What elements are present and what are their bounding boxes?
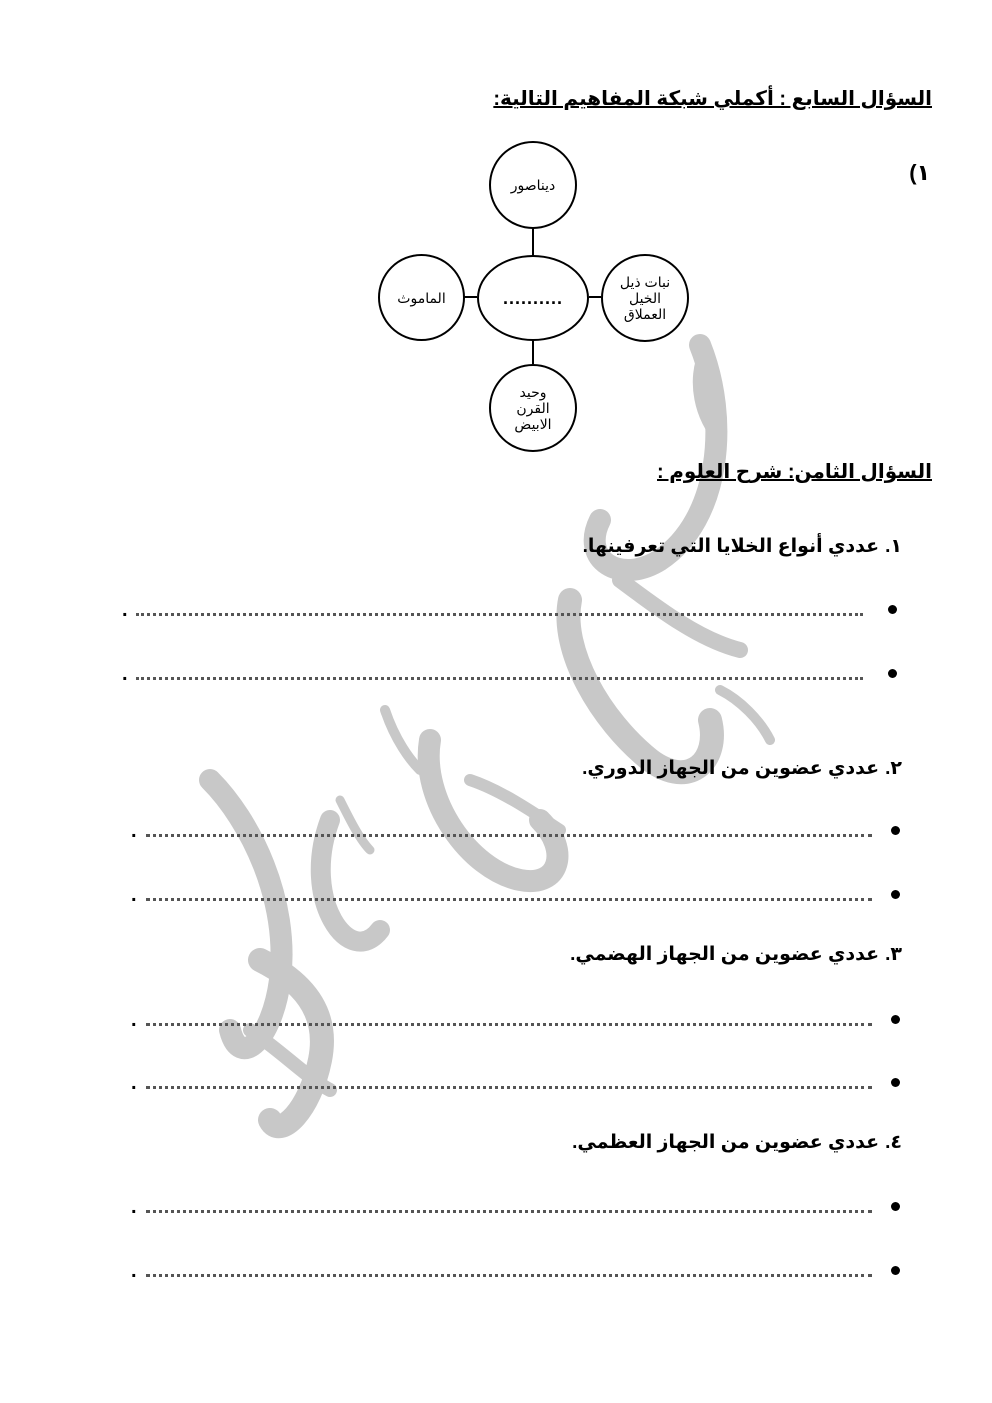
line-end-dot: .	[122, 663, 128, 685]
answer-line-1a[interactable]	[136, 613, 863, 616]
bullet-icon	[888, 669, 897, 678]
question-2-index: ٢.	[885, 758, 902, 779]
concept-map-left-node	[378, 254, 465, 341]
bullet-icon	[888, 605, 897, 614]
concept-map-bottom-node	[489, 364, 577, 452]
bottom-node-line-3: الابيض	[514, 416, 552, 432]
q8-question-4	[572, 1131, 902, 1154]
answer-line-4a[interactable]	[146, 1210, 872, 1213]
bullet-icon	[891, 1078, 900, 1087]
concept-map-right-node	[601, 254, 689, 342]
answer-line-3a[interactable]	[146, 1023, 872, 1026]
question-4-index: ٤.	[885, 1132, 902, 1153]
right-node-line-2: الخيل	[628, 290, 662, 306]
bullet-icon	[891, 890, 900, 899]
bullet-icon	[891, 1266, 900, 1275]
bullet-icon	[891, 1015, 900, 1024]
q7-item-number: ١)	[909, 160, 930, 185]
question-3-text: عددي عضوين من الجهاز الهضمي.	[570, 944, 880, 965]
line-end-dot: .	[131, 820, 137, 842]
question-2-text: عددي عضوين من الجهاز الدوري.	[582, 758, 880, 779]
bottom-node-line-2: القرن	[516, 400, 550, 416]
left-node-label: الماموث	[397, 289, 446, 306]
question-1-index: ١.	[885, 536, 902, 557]
q8-question-2	[582, 757, 902, 780]
center-node-label: ..........	[503, 288, 564, 308]
bottom-node-line-1: وحيد	[519, 384, 547, 400]
answer-line-4b[interactable]	[146, 1274, 872, 1277]
bullet-icon	[891, 826, 900, 835]
q8-question-3	[570, 943, 902, 966]
right-node-line-3: العملاق	[623, 306, 667, 322]
concept-map-top-node	[489, 141, 577, 229]
q7-heading: السؤال السابع : أكملي شبكة المفاهيم التالية:	[493, 88, 932, 110]
answer-line-1b[interactable]	[136, 677, 863, 680]
line-end-dot: .	[131, 1009, 137, 1031]
right-node-line-1: نبات ذيل	[619, 274, 671, 290]
question-3-index: ٣.	[885, 944, 902, 965]
answer-line-3b[interactable]	[146, 1086, 872, 1089]
line-end-dot: .	[131, 884, 137, 906]
question-1-text: عددي أنواع الخلايا التي تعرفينها.	[582, 536, 880, 557]
concept-map-center-node[interactable]	[477, 255, 589, 341]
line-end-dot: .	[131, 1260, 137, 1282]
answer-line-2a[interactable]	[146, 834, 872, 837]
q8-heading: السؤال الثامن: شرح العلوم :	[657, 461, 932, 483]
question-4-text: عددي عضوين من الجهاز العظمي.	[572, 1132, 880, 1153]
line-end-dot: .	[131, 1072, 137, 1094]
q8-question-1	[583, 535, 902, 558]
line-end-dot: .	[131, 1196, 137, 1218]
bullet-icon	[891, 1202, 900, 1211]
top-node-label: ديناصور	[510, 177, 556, 193]
answer-line-2b[interactable]	[146, 898, 872, 901]
line-end-dot: .	[122, 599, 128, 621]
